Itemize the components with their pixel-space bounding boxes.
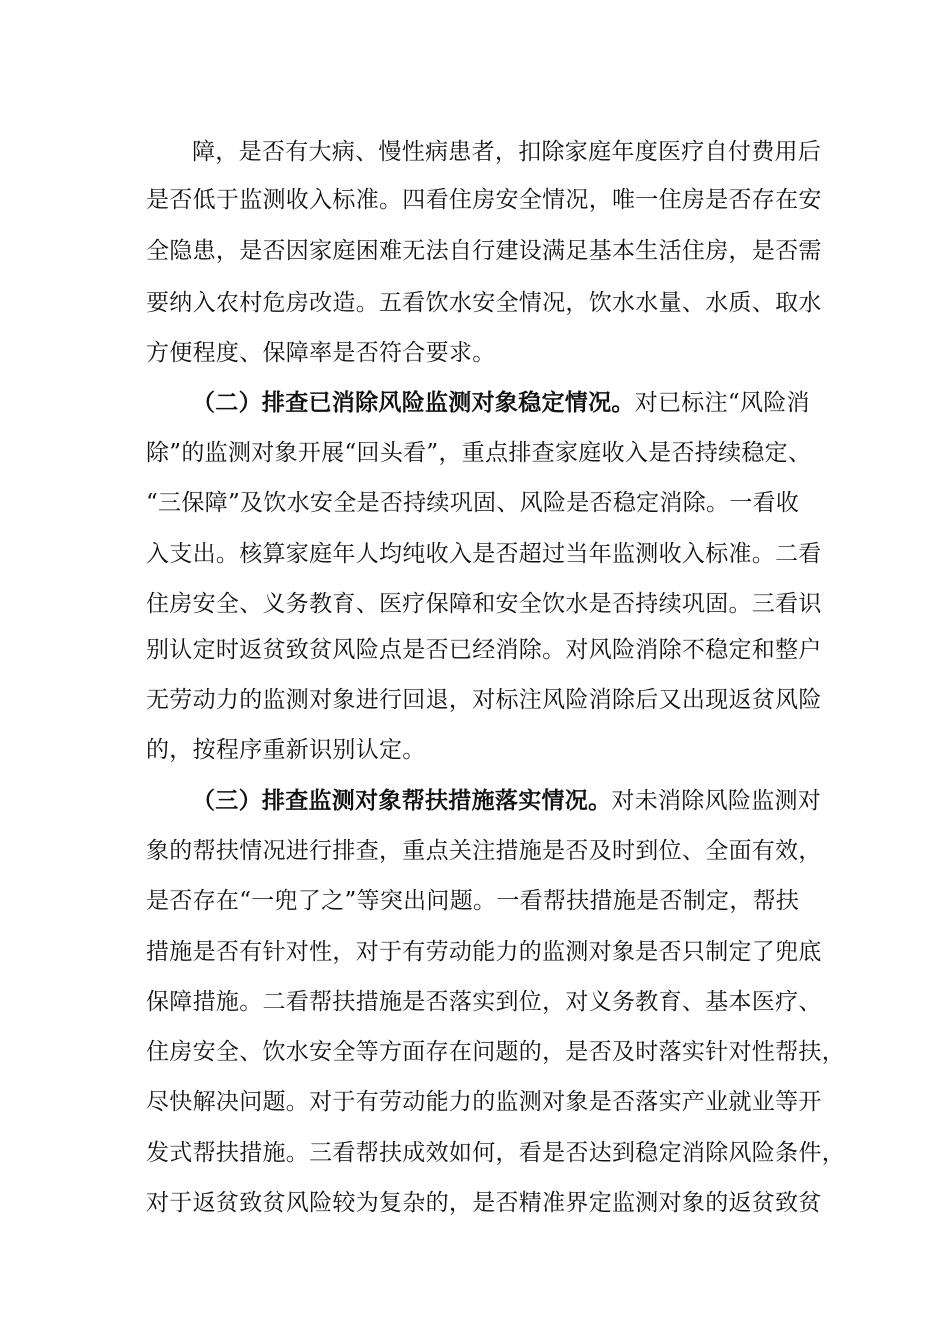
paragraph-line: 障，是否有大病、慢性病患者，扣除家庭年度医疗自付费用后 bbox=[192, 139, 822, 165]
paragraph-line: 措施是否有针对性，对于有劳动能力的监测对象是否只制定了兜底 bbox=[146, 939, 822, 965]
section-first-line bbox=[192, 786, 821, 816]
paragraph-line: 无劳动力的监测对象进行回退，对标注风险消除后又出现返贫风险 bbox=[146, 687, 822, 713]
paragraph-line: 住房安全、饮水安全等方面存在问题的，是否及时落实针对性帮扶， bbox=[146, 1039, 845, 1065]
paragraph-line: 象的帮扶情况进行排查，重点关注措施是否及时到位、全面有效， bbox=[146, 838, 822, 864]
paragraph-line: 尽快解决问题。对于有劳动能力的监测对象是否落实产业就业等开 bbox=[146, 1089, 822, 1115]
section-text: 对未消除风险监测对 bbox=[611, 788, 822, 814]
paragraph-line: 除”的监测对象开展“回头看”，重点排查家庭收入是否持续稳定、 bbox=[146, 440, 812, 466]
paragraph-line: 别认定时返贫致贫风险点是否已经消除。对风险消除不稳定和整户 bbox=[146, 637, 822, 663]
paragraph-line: 是否低于监测收入标准。四看住房安全情况，唯一住房是否存在安 bbox=[146, 187, 822, 213]
paragraph-line: “三保障”及饮水安全是否持续巩固、风险是否稳定消除。一看收 bbox=[146, 490, 800, 516]
section-heading: （三）排查监测对象帮扶措施落实情况。 bbox=[192, 788, 612, 814]
section-first-line bbox=[192, 388, 810, 418]
paragraph-line: 入支出。核算家庭年人均纯收入是否超过当年监测收入标准。二看 bbox=[146, 541, 822, 567]
paragraph-line: 全隐患，是否因家庭困难无法自行建设满足基本生活住房，是否需 bbox=[146, 238, 822, 264]
section-heading: （二）排查已消除风险监测对象稳定情况。 bbox=[192, 390, 635, 416]
paragraph-line: 发式帮扶措施。三看帮扶成效如何，看是否达到稳定消除风险条件， bbox=[146, 1140, 845, 1166]
section-text: 对已标注“风险消 bbox=[634, 390, 810, 416]
paragraph-line: 的，按程序重新识别认定。 bbox=[146, 737, 426, 763]
paragraph-line: 保障措施。二看帮扶措施是否落实到位，对义务教育、基本医疗、 bbox=[146, 989, 822, 1015]
paragraph-line: 方便程度、保障率是否符合要求。 bbox=[146, 340, 496, 366]
paragraph-line: 要纳入农村危房改造。五看饮水安全情况，饮水水量、水质、取水 bbox=[146, 290, 822, 316]
paragraph-line: 是否存在“一兜了之”等突出问题。一看帮扶措施是否制定，帮扶 bbox=[146, 888, 800, 914]
paragraph-line: 住房安全、义务教育、医疗保障和安全饮水是否持续巩固。三看识 bbox=[146, 591, 822, 617]
paragraph-line: 对于返贫致贫风险较为复杂的，是否精准界定监测对象的返贫致贫 bbox=[146, 1190, 822, 1216]
